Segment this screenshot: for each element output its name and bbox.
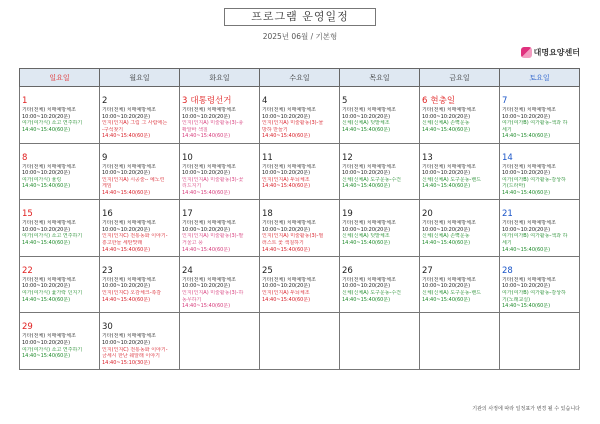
activity-line: 10:00~10:20(20분) (502, 283, 551, 290)
day-cell (500, 200, 580, 257)
activity-line: 14:40~15:40(60분) (262, 183, 311, 190)
activity-line: 기타(전체) 치매예방체조 (22, 276, 76, 283)
activity-line: 여가(여가식) 소고 연주하기 (22, 120, 83, 127)
day-header (342, 145, 417, 164)
activity-line: 기타(전체) 치매예방체조 (342, 220, 396, 227)
day-header (182, 201, 257, 220)
activity-line: 10:00~10:20(20분) (102, 170, 151, 177)
activity-line: 인지(인지A) 미술활동(3)-필 (262, 233, 324, 240)
day-number: 23 (102, 265, 113, 276)
activity-line: 10:00~10:20(20분) (502, 226, 551, 233)
activity-line: 10:00~10:20(20분) (182, 170, 231, 177)
day-header (102, 88, 177, 107)
day-number: 8 (22, 152, 28, 163)
day-number: 7 (502, 96, 508, 106)
day-cell (260, 256, 340, 313)
activity-line: 14:40~15:40(60분) (342, 239, 391, 246)
empty-day-cell (260, 313, 340, 370)
activity-line: 14:40~15:40(60분) (22, 296, 71, 303)
day-header (102, 314, 177, 333)
day-header (102, 258, 177, 277)
activity-line: 14:40~15:40(60분) (182, 246, 231, 253)
activity-line: 10:00~10:20(20분) (422, 170, 471, 177)
day-header (22, 314, 97, 333)
activity-line: 10:00~10:20(20분) (22, 226, 71, 233)
day-cell (500, 87, 580, 144)
day-number: 26 (342, 265, 353, 276)
schedule-calendar (19, 68, 580, 370)
day-header (422, 145, 497, 164)
activity-line: 인지(인지A) 미술활동(3)-팔 (182, 233, 244, 240)
empty-day-cell (340, 313, 420, 370)
day-header (182, 145, 257, 164)
activity-line: 10:00~10:20(20분) (262, 283, 311, 290)
day-header (102, 201, 177, 220)
activity-line: 기타(전체) 치매예방체조 (182, 163, 236, 170)
empty-day-cell (420, 313, 500, 370)
day-number: 9 (102, 152, 108, 163)
weekday-monday: 월요일 (100, 69, 180, 87)
footnote: 기관의 사정에 따라 일정표가 변경 될 수 있습니다 (472, 406, 580, 412)
activity-line: 신체(신체A) 도구운동-수건 (342, 289, 402, 296)
holiday-label: 대통령선거 (190, 96, 232, 106)
activity-line: 인지(인지A) 시공술-- 예노린 (102, 176, 165, 183)
activity-line: 14:40~15:40(60분) (422, 126, 471, 133)
day-cell (180, 256, 260, 313)
activity-line: 기타(전체) 치매예방체조 (342, 107, 396, 113)
activity-line: 14:40~15:40(60분) (422, 296, 471, 303)
activity-line: 10:00~10:20(20분) (102, 113, 151, 120)
week-row (20, 87, 580, 144)
activity-line: 금세시 한난 쉐알래 이야기 (102, 353, 160, 360)
activity-line: 14:40~15:40(60분) (342, 126, 391, 133)
day-number: 21 (502, 209, 513, 220)
day-number: 3 (182, 96, 188, 106)
activity-line: 기타(전체) 치매예방체조 (262, 276, 316, 283)
week-row (20, 143, 580, 200)
activity-line: 기타(전체) 치매예방체조 (22, 107, 76, 113)
activity-line: 14:40~15:40(60분) (22, 353, 71, 360)
activity-line: 기타(전체) 치매예방체조 (422, 220, 476, 227)
center-logo (521, 47, 580, 58)
day-cell (420, 87, 500, 144)
activity-line: 기타(전체) 치매예방체조 (22, 333, 76, 340)
day-cell (260, 200, 340, 257)
activity-line: 리드지기 (182, 183, 202, 190)
activity-line: 세기 (502, 239, 512, 246)
day-number: 14 (502, 152, 513, 163)
activity-line: 14:40~15:40(60분) (422, 239, 471, 246)
day-number: 25 (262, 265, 273, 276)
activity-line: 여가(여가식) 소고 연주하기 (22, 346, 83, 353)
activity-line: 14:40~15:10(30분) (102, 359, 151, 366)
week-row (20, 313, 580, 370)
activity-line: 14:40~15:40(60분) (102, 133, 151, 140)
activity-line: 기타(전체) 치매예방체조 (182, 276, 236, 283)
day-header (22, 258, 97, 277)
activity-line: 14:40~15:40(60분) (182, 303, 231, 310)
activity-line: 게임 (102, 183, 112, 190)
day-cell (340, 256, 420, 313)
day-cell (20, 200, 100, 257)
activity-line: 여가(여가B) 여가활동-색과 하 (502, 233, 568, 240)
day-cell (420, 256, 500, 313)
day-number: 29 (22, 322, 33, 333)
day-number: 22 (22, 265, 33, 276)
activity-line: 동무하기 (182, 296, 202, 303)
activity-line: 기타(전체) 치매예방체조 (502, 163, 556, 170)
activity-line: 기타(전체) 치매예방체조 (422, 276, 476, 283)
activity-line: 기타(전체) 치매예방체조 (262, 220, 316, 227)
day-number: 19 (342, 209, 353, 220)
activity-line: 14:40~15:40(60분) (262, 246, 311, 253)
activity-line: 14:40~15:40(60분) (502, 303, 551, 310)
activity-line: 10:00~10:20(20분) (102, 283, 151, 290)
activity-line: 14:40~15:40(60분) (342, 183, 391, 190)
activity-line: -구석찾기 (102, 126, 124, 133)
activity-line: 10:00~10:20(20분) (102, 226, 151, 233)
activity-line: 14:40~15:40(60분) (182, 189, 231, 196)
activity-line: 10:00~10:20(20분) (22, 113, 71, 120)
activity-line: 14:40~15:40(60분) (262, 133, 311, 140)
activity-line: 10:00~10:20(20분) (422, 226, 471, 233)
activity-line: 기타(전체) 치매예방체조 (502, 107, 556, 113)
day-number: 24 (182, 265, 193, 276)
activity-line: 기타(전체) 치매예방체조 (102, 220, 156, 227)
activity-line: 10:00~10:20(20분) (342, 226, 391, 233)
activity-line: 10:00~10:20(20분) (342, 283, 391, 290)
activity-line: 10:00~10:20(20분) (502, 113, 551, 120)
weekday-tuesday: 화요일 (180, 69, 260, 87)
activity-line: 기타(전체) 치매예방체조 (262, 163, 316, 170)
activity-line: 기타(전체) 치매예방체조 (182, 107, 236, 113)
weekday-header-row (20, 69, 580, 87)
activity-line: 여가(여가B) 여가활동-색과 하 (502, 120, 568, 127)
activity-line: 기타(전체) 치매예방체조 (342, 163, 396, 170)
weekday-sunday: 일요일 (20, 69, 100, 87)
page-subtitle: 2025년 06월 / 기본형 (262, 32, 338, 41)
activity-line: 14:40~15:40(60분) (182, 133, 231, 140)
week-row (20, 200, 580, 257)
day-header (342, 258, 417, 277)
day-cell (100, 143, 180, 200)
activity-line: 10:00~10:20(20분) (422, 283, 471, 290)
activity-line: 인지(인지A) 미술활동(3)-꽃 (182, 176, 244, 183)
day-header (502, 258, 577, 277)
day-number: 28 (502, 265, 513, 276)
day-cell (100, 200, 180, 257)
activity-line: 기타(전체) 치매예방체조 (102, 333, 156, 340)
activity-line: 인지(인지C) 전통동화 이야기- (102, 233, 168, 240)
activity-line: 14:40~15:40(60분) (502, 246, 551, 253)
activity-line: 14:40~15:40(60분) (22, 239, 71, 246)
day-cell (20, 256, 100, 313)
day-header (422, 88, 497, 107)
day-header (182, 88, 257, 107)
activity-line: 기타(전체) 치매예방체조 (102, 163, 156, 170)
activity-line: 인지(인지A) 미술활동(3)-풍 (182, 120, 244, 127)
day-cell (500, 143, 580, 200)
activity-line: 10:00~10:20(20분) (102, 339, 151, 346)
day-header (342, 201, 417, 220)
day-header (22, 88, 97, 107)
day-number: 5 (342, 96, 348, 106)
day-header (22, 201, 97, 220)
activity-line: 인지(인지C) 전통동화 이야기- (102, 346, 168, 353)
activity-line: 방하 만들기 (262, 126, 288, 133)
empty-day-cell (180, 313, 260, 370)
activity-line: 기타(전체) 치매예방체조 (342, 276, 396, 283)
day-number: 12 (342, 152, 353, 163)
activity-line: 기타(전체) 치매예방체조 (422, 107, 476, 113)
day-header (102, 145, 177, 164)
day-header (262, 88, 337, 107)
activity-line: 14:40~15:40(60분) (102, 246, 151, 253)
day-header (262, 145, 337, 164)
activity-line: 흥고한들 세탄맛래 (102, 239, 143, 246)
day-cell (100, 256, 180, 313)
activity-line: 10:00~10:20(20분) (262, 226, 311, 233)
activity-line: 기타(전체) 치매예방체조 (22, 220, 76, 227)
activity-line: 10:00~10:20(20분) (22, 283, 71, 290)
activity-line: 14:40~15:40(60분) (102, 296, 151, 303)
logo-icon (521, 47, 532, 58)
week-row (20, 256, 580, 313)
activity-line: 신체(신체A) 도구운동-밴드 (422, 289, 482, 296)
activity-line: 기타(전체) 치매예방체조 (102, 107, 156, 113)
day-cell (420, 200, 500, 257)
day-number: 30 (102, 322, 113, 333)
activity-line: 여가(여가B) 여가활동-감상하 (502, 289, 566, 296)
activity-line: 여가(여가B) 여가활동-감상하 (502, 176, 566, 183)
activity-line: 인지(인지A) 미술활동(3)-하 (182, 289, 244, 296)
day-number: 16 (102, 209, 113, 220)
activity-line: 기타(전체) 치매예방체조 (182, 220, 236, 227)
activity-line: 러스트 꽃 색칠하기 (262, 239, 304, 246)
activity-line: 여가(여가식) 윷가락 던지기 (22, 289, 83, 296)
activity-line: 10:00~10:20(20분) (22, 170, 71, 177)
day-header (502, 145, 577, 164)
day-cell (340, 87, 420, 144)
activity-line: 거울고 풍 (182, 239, 203, 246)
day-cell (260, 143, 340, 200)
activity-line: 14:40~15:40(60분) (102, 189, 151, 196)
activity-line: 인지(인지A) 두뇌체조 (262, 289, 310, 296)
day-cell (340, 200, 420, 257)
activity-line: 기(노래교실) (502, 296, 531, 303)
empty-day-cell (500, 313, 580, 370)
activity-line: 기타(전체) 치매예방체조 (22, 163, 76, 170)
activity-line: 10:00~10:20(20분) (342, 170, 391, 177)
logo-text: 대명요양센터 (533, 48, 580, 57)
activity-line: 14:40~15:40(60분) (22, 126, 71, 133)
activity-line: 기타(전체) 치매예방체조 (102, 276, 156, 283)
activity-line: 세기 (502, 126, 512, 133)
activity-line: 신체(신체A) 텃밭체조 (342, 233, 390, 240)
activity-line: 인지(인지A) 미술활동(3)-물 (262, 120, 324, 127)
day-header (422, 258, 497, 277)
day-cell (20, 87, 100, 144)
day-cell (180, 143, 260, 200)
day-cell (100, 313, 180, 370)
activity-line: 기타(전체) 치매예방체조 (502, 220, 556, 227)
day-number: 6 (422, 96, 428, 106)
day-number: 17 (182, 209, 193, 220)
activity-line: 기타(전체) 치매예방체조 (502, 276, 556, 283)
activity-line: 14:40~15:40(60분) (422, 183, 471, 190)
activity-line: 10:00~10:20(20분) (182, 113, 231, 120)
activity-line: 신체(신체A) 손뼉운동 (422, 233, 470, 240)
activity-line: 인지(인지C) 오감체크-촉감 (102, 289, 162, 296)
day-header (502, 88, 577, 107)
activity-line: 인지(인지A) 두뇌체조 (262, 176, 310, 183)
day-header (22, 145, 97, 164)
weekday-thursday: 목요일 (340, 69, 420, 87)
day-cell (180, 87, 260, 144)
day-header (502, 201, 577, 220)
day-cell (20, 313, 100, 370)
day-number: 1 (22, 96, 28, 106)
activity-line: 신체(신체A) 손뼉운동 (422, 120, 470, 127)
activity-line: 신체(신체A) 텃밭체조 (342, 120, 390, 127)
activity-line: 여가(여가식) 소고 연주하기 (22, 233, 83, 240)
activity-line: 신체(신체A) 도구운동-수건 (342, 176, 402, 183)
day-number: 13 (422, 152, 433, 163)
page-title: 프로그램 운영일정 (224, 8, 376, 26)
day-cell (100, 87, 180, 144)
day-header (262, 201, 337, 220)
day-number: 11 (262, 152, 273, 163)
day-number: 4 (262, 96, 268, 106)
day-cell (420, 143, 500, 200)
activity-line: 14:40~15:40(60분) (342, 296, 391, 303)
day-number: 27 (422, 265, 433, 276)
day-number: 10 (182, 152, 193, 163)
weekday-wednesday: 수요일 (260, 69, 340, 87)
day-number: 15 (22, 209, 33, 220)
activity-line: 10:00~10:20(20분) (262, 170, 311, 177)
day-cell (500, 256, 580, 313)
activity-line: 10:00~10:20(20분) (262, 113, 311, 120)
activity-line: 여가(여가식) 율링 (22, 176, 62, 183)
day-number: 18 (262, 209, 273, 220)
activity-line: 10:00~10:20(20분) (182, 283, 231, 290)
activity-line: 10:00~10:20(20분) (22, 339, 71, 346)
day-header (342, 88, 417, 107)
activity-line: 10:00~10:20(20분) (182, 226, 231, 233)
day-cell (260, 87, 340, 144)
day-cell (180, 200, 260, 257)
day-cell (20, 143, 100, 200)
weekday-friday: 금요일 (420, 69, 500, 87)
activity-line: 기타(전체) 치매예방체조 (422, 163, 476, 170)
day-header (262, 258, 337, 277)
activity-line: 10:00~10:20(20분) (422, 113, 471, 120)
day-header (422, 201, 497, 220)
activity-line: 기(드라마) (502, 183, 526, 190)
activity-line: 10:00~10:20(20분) (342, 113, 391, 120)
activity-line: 14:40~15:40(60분) (502, 133, 551, 140)
activity-line: 14:40~15:40(60분) (22, 183, 71, 190)
weekday-saturday: 토요일 (500, 69, 580, 87)
day-cell (340, 143, 420, 200)
day-number: 2 (102, 96, 108, 106)
activity-line: 인지(인지A) 그림 그 사람에는 (102, 120, 168, 127)
activity-line: 확알바 색칠 (182, 126, 208, 133)
activity-line: 14:40~15:40(60분) (262, 296, 311, 303)
day-number: 20 (422, 209, 433, 220)
activity-line: 기타(전체) 치매예방체조 (262, 107, 316, 113)
day-header (182, 258, 257, 277)
activity-line: 신체(신체A) 도구운동-밴드 (422, 176, 482, 183)
activity-line: 14:40~15:40(60분) (502, 189, 551, 196)
holiday-label: 현충일 (430, 96, 456, 106)
activity-line: 10:00~10:20(20분) (502, 170, 551, 177)
